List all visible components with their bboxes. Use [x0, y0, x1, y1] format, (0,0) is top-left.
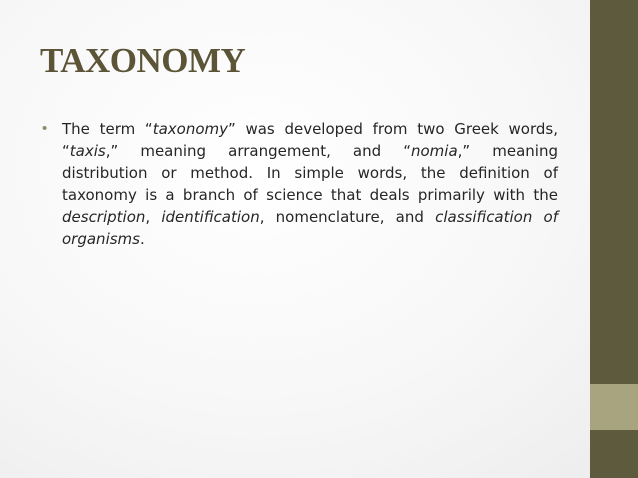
italic-term: classification of organisms [62, 208, 558, 248]
bullet-text [62, 118, 558, 250]
italic-term: identification [161, 208, 260, 226]
text-run: ” was developed from two Greek words, “ [62, 120, 558, 160]
decorative-sidebar [590, 0, 638, 478]
italic-term: taxis [69, 142, 106, 160]
text-run: ,” meaning distribution or method. In simple words, the definition of taxonomy is a branch of science that deals primarily with the [62, 142, 559, 204]
italic-term: nomia [411, 142, 458, 160]
slide-body [42, 118, 558, 250]
text-run: The term “ [62, 120, 153, 138]
text-run: , [145, 208, 162, 226]
slide-title: TAXONOMY [40, 41, 246, 80]
text-run: ,” meaning arrangement, and “ [105, 142, 411, 160]
text-run: . [139, 230, 145, 248]
italic-term: taxonomy [152, 120, 228, 138]
bullet-marker: • [42, 120, 48, 137]
italic-term: description [62, 208, 146, 226]
bullet-item [42, 118, 558, 250]
sidebar-accent-band [590, 384, 638, 430]
sidebar-dark-band-bottom [590, 430, 638, 478]
text-run: , nomenclature, and [259, 208, 436, 226]
sidebar-dark-band [590, 0, 638, 384]
